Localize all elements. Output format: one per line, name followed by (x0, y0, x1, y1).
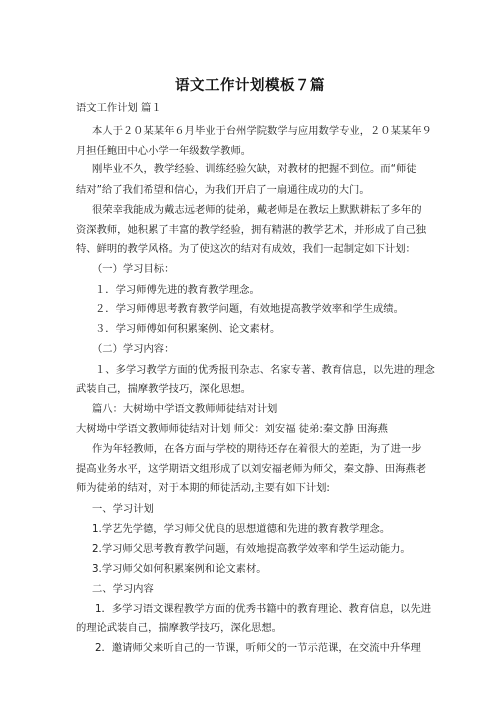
paragraph-line: 师为徒弟的结对，对于本期的师徒活动,主要有如下计划: (76, 482, 330, 494)
paragraph-line: 刚毕业不久，教学经验、训练经验欠缺，对教材的把握不到位。而“师徒 (92, 163, 417, 175)
subheading-study-content: 二、学习内容 (92, 583, 154, 595)
list-item: ２．学习师傅思考教育教学问题，有效地提高教学效率和学生成绩。 (95, 303, 404, 315)
paragraph-line: 特、鲜明的教学风格。为了使这次的结对有成效，我们一起制定如下计划： (76, 243, 416, 255)
document-title: 语文工作计划模板７篇 (175, 78, 325, 94)
list-item: ３．学习师傅如何积累案例、论文素材。 (95, 323, 281, 335)
paragraph-line: １、多学习教学方面的优秀报刊杂志、名家专著、教育信息，以先进的理念 (95, 364, 435, 376)
list-item: 1.学艺先学德，学习师父优良的思想道德和先进的教育教学理念。 (92, 523, 391, 535)
subheading-goals: （一）学习目标： (92, 263, 175, 275)
paragraph-line: 资深教师，她积累了丰富的教学经验，拥有精湛的教学艺术，并形成了自己独 (76, 224, 427, 236)
paragraph-line: 作为年轻教师，在各方面与学校的期待还存在着很大的差距，为了进一步 (92, 443, 422, 455)
paragraph-line: 结对”给了我们希望和信心，为我们开启了一扇通往成功的大门。 (76, 184, 370, 196)
list-item: １．学习师傅先进的教育教学理念。 (95, 284, 260, 296)
paragraph-line: 很荣幸我能成为戴志远老师的徒弟，戴老师是在教坛上默默耕耘了多年的 (92, 204, 422, 216)
paragraph-line: 本人于２０某某年６月毕业于台州学院数学与应用数学专业，２０某某年９ (92, 125, 432, 137)
mentor-pairing-line: 大树坳中学语文教师师徒结对计划 师父：刘安福 徒弟:秦文静 田海燕 (76, 423, 388, 435)
list-item: 2.学习师父思考教育教学问题，有效地提高教学效率和学生运动能力。 (92, 543, 411, 555)
section-heading-8: 篇八：大树坳中学语文教师师徒结对计划 (92, 403, 278, 415)
subheading-content: （二）学习内容： (92, 343, 175, 355)
paragraph-line: 2．邀请师父来听自己的一节课，听师父的一节示范课，在交流中升华理 (95, 642, 421, 654)
paragraph-line: 的理论武装自己，揣摩教学技巧，深化思想。 (76, 622, 282, 634)
paragraph-line: 月担任鲍田中心小学一年级数学教师。 (76, 145, 252, 157)
subheading-study-plan: 一、学习计划 (92, 503, 154, 515)
paragraph-line: 提高业务水平，这学期语文组形成了以刘安福老师为师父，秦文静、田海燕老 (76, 463, 427, 475)
paragraph-line: 1．多学习语文课程教学方面的优秀书籍中的教育理论、教育信息，以先进 (95, 603, 432, 615)
section-heading-1: 语文工作计划 篇１ (76, 102, 162, 114)
list-item: 3.学习师父如何积累案例和论文素材。 (92, 563, 267, 575)
paragraph-line: 武装自己，揣摩教学技巧，深化思想。 (76, 383, 252, 395)
